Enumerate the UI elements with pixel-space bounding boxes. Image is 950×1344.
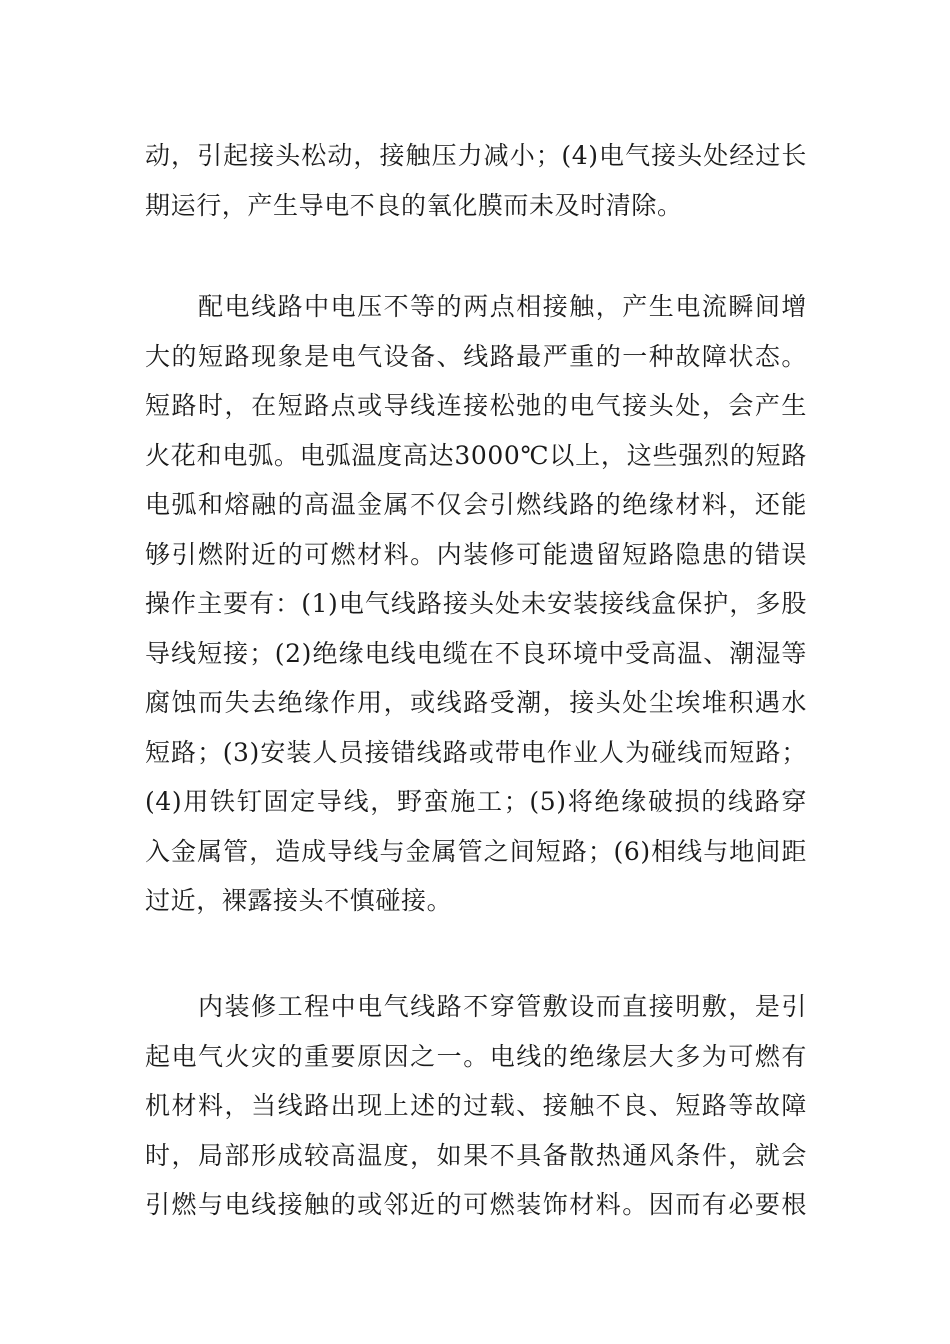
text-line: 过近，裸露接头不慎碰接。 xyxy=(145,886,453,915)
text-line: 短路时，在短路点或导线连接松弛的电气接头处，会产生 xyxy=(145,391,807,420)
paragraph-exposed-wiring xyxy=(145,982,807,1230)
text-line: 期运行，产生导电不良的氧化膜而未及时清除。 xyxy=(145,190,683,220)
text-line: 引燃与电线接触的或邻近的可燃装饰材料。因而有必要根 xyxy=(145,1190,807,1219)
text-line: 大的短路现象是电气设备、线路最严重的一种故障状态。 xyxy=(145,341,807,371)
text-line: 时，局部形成较高温度，如果不具备散热通风条件，就会 xyxy=(145,1140,807,1170)
text-line: 够引燃附近的可燃材料。内装修可能遗留短路隐患的错误 xyxy=(145,539,807,569)
text-line: 入金属管，造成导线与金属管之间短路；(6)相线与地间距 xyxy=(145,836,807,866)
text-line: 机材料，当线路出现上述的过载、接触不良、短路等故障 xyxy=(145,1091,807,1120)
text-line: 腐蚀而失去绝缘作用，或线路受潮，接头处尘埃堆积遇水 xyxy=(145,688,807,717)
text-line: (4)用铁钉固定导线，野蛮施工；(5)将绝缘破损的线路穿 xyxy=(145,787,807,816)
paragraph-contact-failure-end xyxy=(145,131,807,230)
text-line: 电弧和熔融的高温金属不仅会引燃线路的绝缘材料，还能 xyxy=(145,490,807,519)
text-line: 动，引起接头松动，接触压力减小；(4)电气接头处经过长 xyxy=(145,141,807,170)
paragraph-short-circuit xyxy=(145,282,807,926)
text-line: 起电气火灾的重要原因之一。电线的绝缘层大多为可燃有 xyxy=(145,1041,807,1071)
text-line: 内装修工程中电气线路不穿管敷设而直接明敷，是引 xyxy=(145,992,807,1021)
text-line: 配电线路中电压不等的两点相接触，产生电流瞬间增 xyxy=(145,292,807,321)
text-line: 火花和电弧。电弧温度高达3000℃以上，这些强烈的短路 xyxy=(145,440,807,470)
text-line: 操作主要有：(1)电气线路接头处未安装接线盒保护，多股 xyxy=(145,589,807,618)
text-line: 导线短接；(2)绝缘电线电缆在不良环境中受高温、潮湿等 xyxy=(145,638,807,668)
text-line: 短路；(3)安装人员接错线路或带电作业人为碰线而短路； xyxy=(145,737,807,767)
